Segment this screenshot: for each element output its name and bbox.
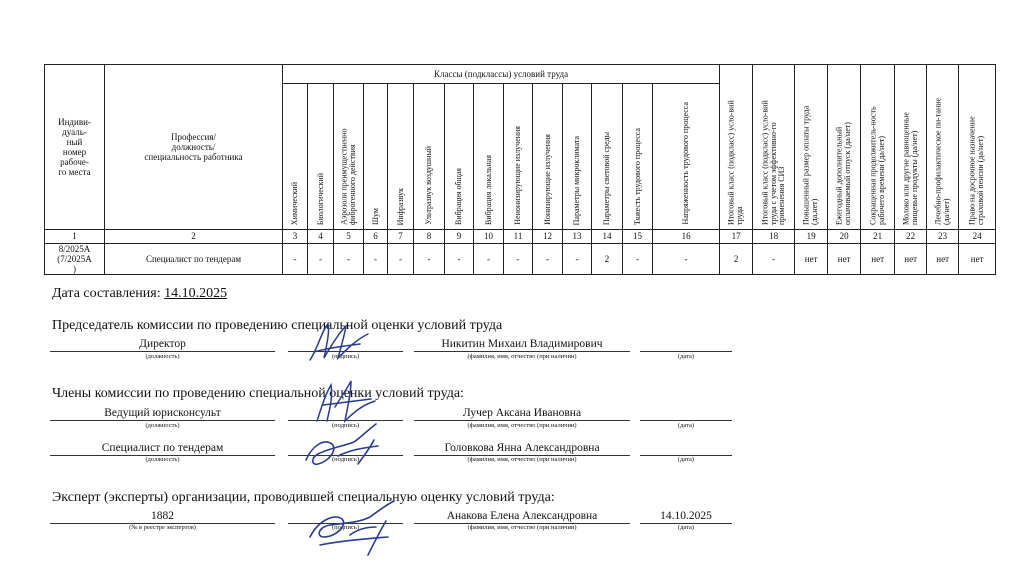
header-classes-group: Классы (подклассы) условий труда (283, 65, 720, 84)
table-cell: нет (828, 244, 861, 275)
caption-date: (дата) (677, 456, 695, 463)
table-cell: - (504, 244, 533, 275)
compiled-date-value: 14.10.2025 (164, 286, 228, 301)
header-result-23: Лечебно-профилактическое пи-тание (да/нет) (927, 65, 959, 230)
header-result-22: Молоко или другие равноценные пищевые продукты (да/нет) (895, 65, 927, 230)
signature-expert (300, 497, 410, 559)
column-number: 8 (414, 230, 445, 244)
header-factor: Напряженность трудового процесса (653, 84, 720, 230)
column-number: 14 (592, 230, 623, 244)
member-position: Специалист по тендерам (50, 441, 275, 456)
caption-position: (должность) (145, 353, 180, 360)
header-factor: Ультразвук воздушный (414, 84, 445, 230)
members-heading: Члены комиссии по проведению специальной оценки условий труда: (52, 386, 464, 401)
header-factor: Шум (364, 84, 388, 230)
header-factor: Химический (283, 84, 308, 230)
column-number: 7 (388, 230, 414, 244)
header-factor: Неионизирующие излучения (504, 84, 533, 230)
table-cell: - (445, 244, 474, 275)
header-result-17: Итоговый класс (подкласс) усло-вий труда (720, 65, 753, 230)
chairman-position: Директор (50, 337, 275, 352)
column-number: 6 (364, 230, 388, 244)
table-cell: - (474, 244, 504, 275)
sout-table (44, 64, 996, 275)
column-number: 13 (563, 230, 592, 244)
table-cell: - (533, 244, 563, 275)
header-profession: Профессия/ должность/ специальность работника (105, 65, 283, 230)
header-factor: Параметры световой среды (592, 84, 623, 230)
column-number: 23 (927, 230, 959, 244)
column-number: 12 (533, 230, 563, 244)
column-number: 2 (105, 230, 283, 244)
header-factor: Аэрозоли преимущественно фиброгенного действия (334, 84, 364, 230)
header-result-20: Ежегодный дополнительный оплачиваемый отпуск (да/нет) (828, 65, 861, 230)
table-cell: - (563, 244, 592, 275)
column-number: 17 (720, 230, 753, 244)
table-cell: - (623, 244, 653, 275)
compiled-date-label: Дата составления: (52, 286, 161, 301)
column-number: 22 (895, 230, 927, 244)
caption-date: (дата) (677, 524, 695, 531)
column-number: 20 (828, 230, 861, 244)
table-cell: - (414, 244, 445, 275)
table-cell: 2 (592, 244, 623, 275)
column-number: 19 (795, 230, 828, 244)
table-cell: - (388, 244, 414, 275)
table-cell: нет (927, 244, 959, 275)
table-row (45, 244, 996, 275)
member-position: Ведущий юрисконсульт (50, 406, 275, 421)
chairman-name: Никитин Михаил Владимирович (414, 337, 630, 352)
member-date (640, 406, 732, 421)
chairman-heading: Председатель комиссии по проведению специальной оценки условий труда (52, 318, 503, 333)
caption-fio: (фамилия, имя, отчество (при наличии) (467, 353, 577, 360)
caption-position: (должность) (145, 456, 180, 463)
header-result-24: Право на досрочное назначение страховой пенсии (да/нет) (959, 65, 996, 230)
table-cell: - (653, 244, 720, 275)
member-date (640, 441, 732, 456)
table-cell: - (364, 244, 388, 275)
column-number: 15 (623, 230, 653, 244)
table-cell: - (283, 244, 308, 275)
column-number: 21 (861, 230, 895, 244)
header-id: Индиви- дуаль- ный номер рабоче- го места (45, 65, 105, 230)
column-number: 3 (283, 230, 308, 244)
table-cell: 2 (720, 244, 753, 275)
table-cell: нет (795, 244, 828, 275)
caption-fio: (фамилия, имя, отчество (при наличии) (467, 456, 577, 463)
profession: Специалист по тендерам (105, 244, 283, 275)
chairman-date (640, 337, 732, 352)
table-cell: - (308, 244, 334, 275)
table-cell: - (753, 244, 795, 275)
table-cell: нет (861, 244, 895, 275)
table-cell: нет (895, 244, 927, 275)
column-number: 1 (45, 230, 105, 244)
header-result-19: Повышенный размер оплаты труда (да,нет) (795, 65, 828, 230)
caption-signature: (подпись) (332, 422, 359, 429)
column-number: 4 (308, 230, 334, 244)
member-name: Лучер Аксана Ивановна (414, 406, 630, 421)
workplace-id: 8/2025А (7/2025А ) (45, 244, 105, 275)
column-number: 11 (504, 230, 533, 244)
member-name: Головкова Янна Александровна (414, 441, 630, 456)
header-factor: Вибрация локальная (474, 84, 504, 230)
caption-fio: (фамилия, имя, отчество (при наличии) (467, 422, 577, 429)
table-cell: - (334, 244, 364, 275)
column-number: 5 (334, 230, 364, 244)
header-factor: Параметры микроклимата (563, 84, 592, 230)
caption-fio: (фамилия, имя, отчество (при наличии) (467, 524, 577, 531)
header-factor: Биологический (308, 84, 334, 230)
header-result-21: Сокращенная продолжитель-ность рабочего времени (да/нет) (861, 65, 895, 230)
experts-heading: Эксперт (эксперты) организации, проводившей специальную оценку условий труда: (52, 490, 555, 505)
expert-name: Анакова Елена Александровна (414, 509, 630, 524)
expert-registry-number: 1882 (50, 509, 275, 524)
caption-date: (дата) (677, 422, 695, 429)
table-cell: нет (959, 244, 996, 275)
signature-member-2 (298, 420, 393, 475)
header-factor: Инфразвук (388, 84, 414, 230)
column-numbers-row (45, 230, 996, 244)
caption-registry: (№ в реестре экспертов) (129, 524, 196, 531)
caption-signature: (подпись) (332, 456, 359, 463)
header-factor: Вибрация общая (445, 84, 474, 230)
caption-date: (дата) (677, 353, 695, 360)
signature-chairman (300, 318, 380, 368)
expert-date: 14.10.2025 (640, 509, 732, 524)
header-factor: Тяжесть трудового процесса (623, 84, 653, 230)
header-factor: Ионизирующие излучения (533, 84, 563, 230)
header-result-18: Итоговый класс (подкласс) усло-вий труда с учетом эффективно-го применения СИЗ (753, 65, 795, 230)
column-number: 18 (753, 230, 795, 244)
compiled-date-line (52, 286, 227, 302)
caption-signature: (подпись) (332, 353, 359, 360)
caption-position: (должность) (145, 422, 180, 429)
column-number: 16 (653, 230, 720, 244)
column-number: 9 (445, 230, 474, 244)
column-number: 10 (474, 230, 504, 244)
caption-signature: (подпись) (332, 524, 359, 531)
column-number: 24 (959, 230, 996, 244)
